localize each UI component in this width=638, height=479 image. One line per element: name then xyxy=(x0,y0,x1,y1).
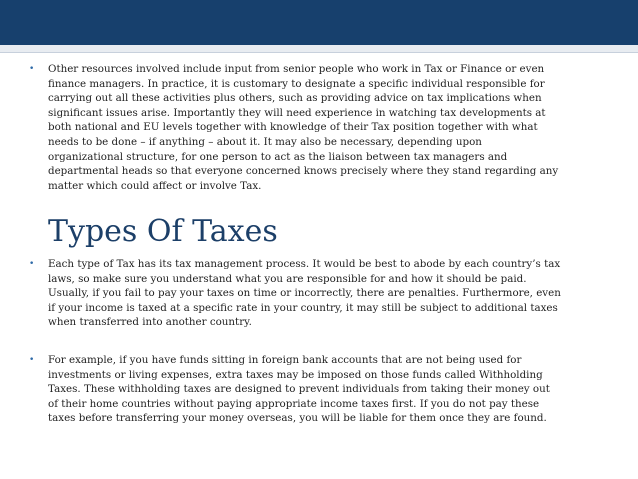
bullet-text: Each type of Tax has its tax management process. It would be best to abode by each country’s tax laws, so make sure you understand what you are responsible for and how it should be paid. Usually, if you fail to pay your taxes on time or incorrectly, there are penalties. Furthermore, even if your income is taxed at a specific rate in your country, it may still be subject to additional taxes when transferred into another country. xyxy=(48,258,561,329)
section-heading: Types Of Taxes xyxy=(48,214,278,249)
bullet-marker: • xyxy=(29,259,35,269)
bullet-item xyxy=(29,62,619,193)
header-accent-line xyxy=(0,45,638,53)
bullet-marker: • xyxy=(29,355,35,365)
bullet-marker: • xyxy=(29,64,35,74)
bullet-item xyxy=(29,257,619,330)
bullet-text: For example, if you have funds sitting in foreign bank accounts that are not being used for investments or living expenses, extra taxes may be imposed on those funds called Withholding Taxes. These withholding taxes are designed to prevent individuals from taking their money out of their home countries without paying appropriate income taxes first. If you do not pay these taxes before transferring your money overseas, you will be liable for them once they are found. xyxy=(48,354,550,425)
header-bar xyxy=(0,0,638,45)
bullet-item xyxy=(29,353,619,426)
bullet-text: Other resources involved include input from senior people who work in Tax or Finance or even finance managers. In practice, it is customary to designate a specific individual responsible for carrying out all these activities plus others, such as providing advice on tax implications when significant issues arise. Importantly they will need experience in watching tax developments at both national and EU levels together with knowledge of their Tax position together with what needs to be done – if anything – about it. It may also be necessary, depending upon organizational structure, for one person to act as the liaison between tax managers and departmental heads so that everyone concerned knows precisely where they stand regarding any matter which could affect or involve Tax. xyxy=(48,63,559,192)
